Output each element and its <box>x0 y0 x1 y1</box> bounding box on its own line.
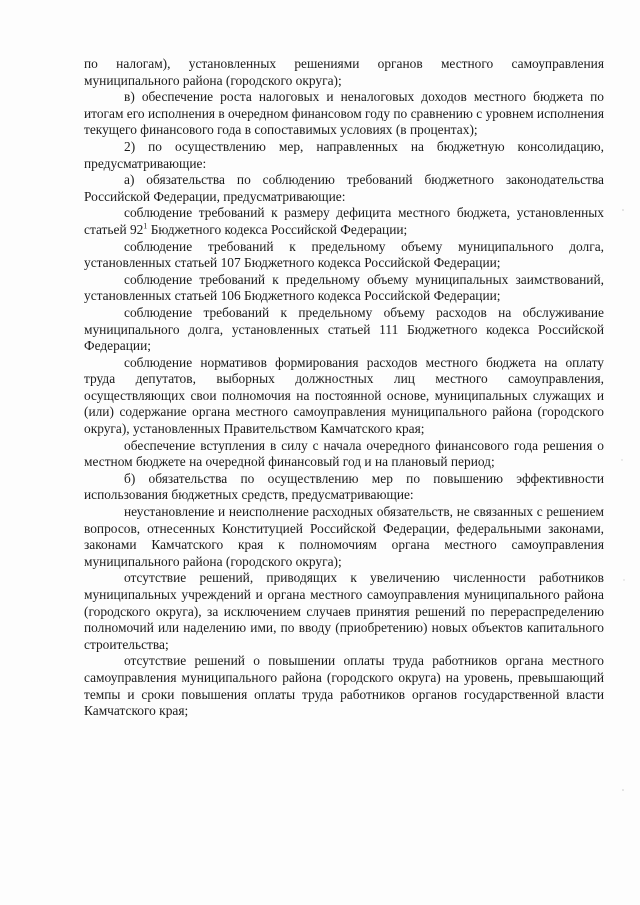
paragraph-staff-increase: отсутствие решений, приводящих к увеличению численности работников муниципальных учреждений и органа местного самоуправления муниципального района (городского округа), за исключением случаев принятия решений по перераспределению полномочий или наделению ими, по вводу (приобретению) новых объектов капитального строительства; <box>84 570 604 652</box>
paragraph-borrowing-limit: соблюдение требований к предельному объему муниципальных заимствований, установленных статьей 106 Бюджетного кодекса Российской Федерации; <box>84 271 604 304</box>
paragraph-debt-limit: соблюдение требований к предельному объему муниципального долга, установленных статьей 107 Бюджетного кодекса Российской Федерации; <box>84 238 604 271</box>
paragraph-item-v-revenue-growth: в) обеспечение роста налоговых и неналоговых доходов местного бюджета по итогам его исполнения в очередном финансовом году по сравнению с уровнем исполнения текущего финансового года в сопоставимых условиях (в процентах); <box>84 89 604 138</box>
paragraph-item-a-budget-legislation: а) обязательства по соблюдению требований бюджетного законодательства Российской Федерации, предусматривающие: <box>84 172 604 204</box>
paragraph-deficit-limit <box>84 205 604 238</box>
paragraph-payroll-norms: соблюдение нормативов формирования расходов местного бюджета на оплату труда депутатов, выборных должностных лиц местного самоуправления, осуществляющих свои полномочия на постоянной основе, муниципальных служащих и (или) содержание органа местного самоуправления муниципального района (городского округа), установленных Правительством Камчатского края; <box>84 354 604 437</box>
article-superscript: 1 <box>143 221 148 231</box>
document-body <box>84 56 604 720</box>
paragraph-item-2-budget-consolidation: 2) по осуществлению мер, направленных на бюджетную консолидацию, предусматривающие: <box>84 138 604 171</box>
deficit-text-after: Бюджетного кодекса Российской Федерации; <box>147 221 408 237</box>
scan-specks <box>620 200 626 800</box>
paragraph-expenditure-obligations: неустановление и неисполнение расходных обязательств, не связанных с решением вопросов, отнесенных Конституцией Российской Федерации, федеральными законами, законами Камчатского края к полномочиям органа местного самоуправления муниципального района (городского округа); <box>84 504 604 569</box>
paragraph-debt-service-limit: соблюдение требований к предельному объему расходов на обслуживание муниципального долга, установленных статьей 111 Бюджетного кодекса Российской Федерации; <box>84 304 604 354</box>
paragraph-item-b-efficiency: б) обязательства по осуществлению мер по повышению эффективности использования бюджетных средств, предусматривающие: <box>84 470 604 503</box>
paragraph-budget-decision-in-force: обеспечение вступления в силу с начала очередного финансового года решения о местном бюджете на очередной финансовый год и на плановый период; <box>84 437 604 470</box>
paragraph-taxes-continuation: по налогам), установленных решениями органов местного самоуправления муниципального района (городского округа); <box>84 56 604 88</box>
deficit-text-before: соблюдение требований к размеру дефицита местного бюджета, установленных статьей 92 <box>84 205 604 237</box>
paragraph-pay-increase: отсутствие решений о повышении оплаты труда работников органа местного самоуправления муниципального района (городского округа) на уровень, превышающий темпы и сроки повышения оплаты труда работников органов государственной власти Камчатского края; <box>84 653 604 719</box>
